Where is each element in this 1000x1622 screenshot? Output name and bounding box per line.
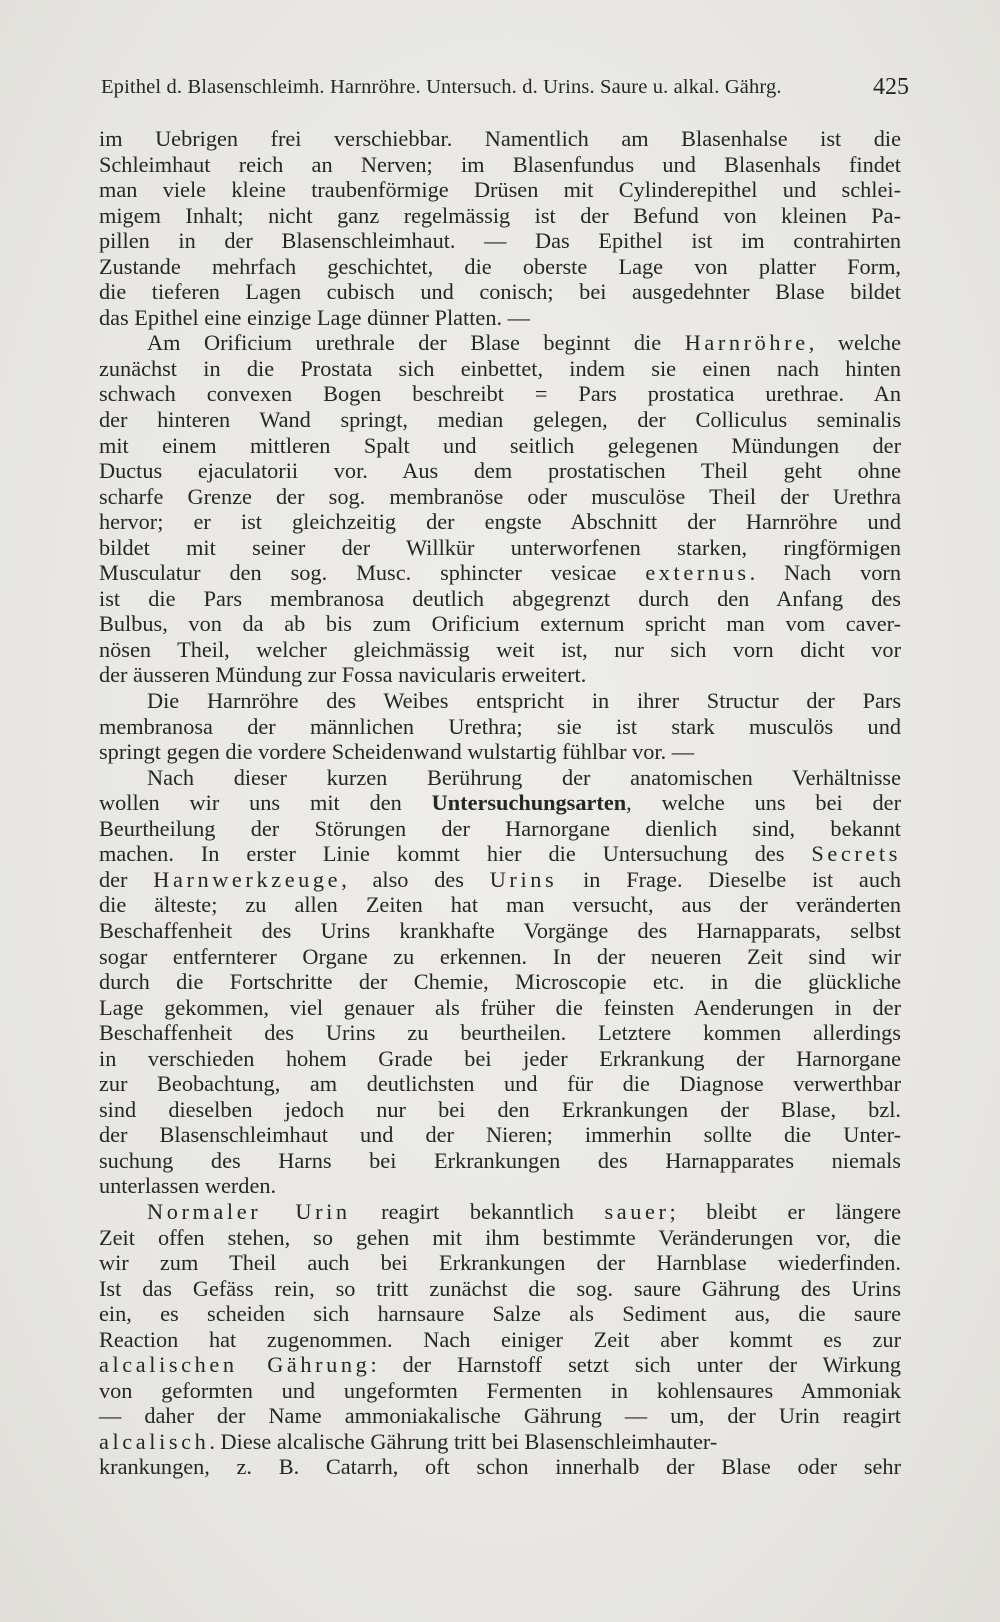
- text-line: [99, 1301, 901, 1327]
- text-segment: Nach dieser kurzen Berührung der anatomischen Verhältnisse: [147, 764, 901, 790]
- text-line: [99, 203, 901, 229]
- text-line: [99, 458, 901, 484]
- text-segment: die älteste; zu allen Zeiten hat man versucht, aus der veränderten: [99, 892, 901, 918]
- text-line: [99, 381, 901, 407]
- text-segment: nösen Theil, welcher gleichmässig weit ist, nur sich vorn dicht vor: [99, 636, 901, 662]
- text-line: [99, 228, 901, 254]
- text-segment: das Epithel eine einzige Lage dünner Platten. —: [99, 304, 530, 330]
- text-segment: , welche uns bei der: [626, 790, 901, 816]
- text-line: [99, 688, 901, 714]
- text-segment: von geformten und ungeformten Fermenten in kohlensaures Ammoniak: [99, 1377, 901, 1403]
- text-line: [99, 1250, 901, 1276]
- text-line: [99, 765, 901, 791]
- text-segment: Ist das Gefäss rein, so tritt zunächst die sog. saure Gährung des Urins: [99, 1275, 901, 1301]
- text-line: [99, 1276, 901, 1302]
- text-segment: die tieferen Lagen cubisch und conisch; bei ausgedehnter Blase bildet: [99, 279, 901, 305]
- text-line: [99, 279, 901, 305]
- text-segment: hervor; er ist gleichzeitig der engste Abschnitt der Harnröhre und: [99, 509, 901, 535]
- text-segment: membranosa der männlichen Urethra; sie ist stark musculös und: [99, 713, 901, 739]
- text-line: [99, 433, 901, 459]
- text-line: [99, 535, 901, 561]
- text-segment: zur Beobachtung, am deutlichsten und für die Diagnose verwerthbar: [99, 1071, 901, 1097]
- page-header: [101, 70, 909, 110]
- text-line: [99, 1122, 901, 1148]
- text-segment: wir zum Theil auch bei Erkrankungen der Harnblase wiederfinden.: [99, 1250, 901, 1276]
- text-segment: . Diese alcalische Gährung tritt bei Blasenschleimhauter-: [209, 1428, 718, 1454]
- text-line: [99, 586, 901, 612]
- text-line: [99, 407, 901, 433]
- text-line: [99, 816, 901, 842]
- text-line: [99, 1327, 901, 1353]
- text-segment: Zeit offen stehen, so gehen mit ihm bestimmte Veränderungen vor, die: [99, 1224, 901, 1250]
- text-segment: krankungen, z. B. Catarrh, oft schon innerhalb der Blase oder sehr: [99, 1454, 901, 1480]
- text-segment: , also des: [341, 866, 490, 892]
- text-line: [99, 944, 901, 970]
- bold-emphasis: Untersuchungsarten: [431, 790, 627, 816]
- spaced-emphasis: Harnröhre: [684, 330, 809, 356]
- spaced-emphasis: alcalischen Gährung: [99, 1352, 371, 1378]
- text-line: [99, 995, 901, 1021]
- text-segment: unterlassen werden.: [99, 1173, 277, 1199]
- text-line: [99, 662, 901, 688]
- text-line: [99, 330, 901, 356]
- text-segment: pillen in der Blasenschleimhaut. — Das Epithel ist im contrahirten: [99, 228, 901, 254]
- text-line: [99, 254, 901, 280]
- text-segment: Schleimhaut reich an Nerven; im Blasenfundus und Blasenhals findet: [99, 151, 901, 177]
- text-line: [99, 305, 901, 331]
- text-line: [99, 1020, 901, 1046]
- text-segment: sind dieselben jedoch nur bei den Erkrankungen der Blase, bzl.: [99, 1096, 901, 1122]
- text-segment: ist die Pars membranosa deutlich abgegrenzt durch den Anfang des: [99, 585, 901, 611]
- text-line: [99, 918, 901, 944]
- text-line: [99, 790, 901, 816]
- text-segment: Bulbus, von da ab bis zum Orificium externum spricht man vom caver-: [99, 611, 901, 637]
- text-segment: scharfe Grenze der sog. membranöse oder musculöse Theil der Urethra: [99, 483, 901, 509]
- text-segment: in Frage. Dieselbe ist auch: [557, 866, 902, 892]
- text-line: [99, 1403, 901, 1429]
- text-segment: — daher der Name ammoniakalische Gährung — um, der Urin reagirt: [99, 1403, 901, 1429]
- text-segment: springt gegen die vordere Scheidenwand wulstartig fühlbar vor. —: [99, 739, 695, 765]
- running-title: Epithel d. Blasenschleimh. Harnröhre. Untersuch. d. Urins. Saure u. alkal. Gährg.: [101, 76, 782, 98]
- spaced-emphasis: externus: [645, 560, 750, 586]
- text-segment: Lage gekommen, viel genauer als früher die feinsten Aenderungen in der: [99, 994, 901, 1020]
- text-segment: Die Harnröhre des Weibes entspricht in ihrer Structur der Pars: [147, 688, 901, 714]
- text-segment: der äusseren Mündung zur Fossa navicularis erweitert.: [99, 662, 587, 688]
- text-segment: Am Orificium urethrale der Blase beginnt die: [147, 330, 685, 356]
- text-line: [99, 1046, 901, 1072]
- text-segment: schwach convexen Bogen beschreibt = Pars prostatica urethrae. An: [99, 381, 901, 407]
- body-text: [99, 126, 901, 1480]
- text-line: [99, 739, 901, 765]
- text-segment: reagirt bekanntlich: [350, 1198, 605, 1224]
- text-segment: zunächst in die Prostata sich einbettet, indem sie einen nach hinten: [99, 355, 901, 381]
- text-line: [99, 1225, 901, 1251]
- text-line: [99, 177, 901, 203]
- text-segment: im Uebrigen frei verschiebbar. Namentlich am Blasenhalse ist die: [99, 126, 901, 151]
- spaced-emphasis: Urins: [489, 866, 558, 892]
- text-segment: in verschieden hohem Grade bei jeder Erkrankung der Harnorgane: [99, 1045, 901, 1071]
- text-segment: mit einem mittleren Spalt und seitlich gelegenen Mündungen der: [99, 432, 901, 458]
- text-segment: der hinteren Wand springt, median gelegen, der Colliculus seminalis: [99, 407, 901, 433]
- text-line: [99, 152, 901, 178]
- text-segment: der Blasenschleimhaut und der Nieren; immerhin sollte die Unter-: [99, 1122, 901, 1148]
- text-line: [99, 126, 901, 152]
- text-line: [99, 1378, 901, 1404]
- spaced-emphasis: sauer: [604, 1198, 670, 1224]
- text-line: [99, 637, 901, 663]
- text-segment: Beschaffenheit des Urins zu beurtheilen. Letztere kommen allerdings: [99, 1020, 901, 1046]
- text-line: [99, 841, 901, 867]
- text-line: [99, 509, 901, 535]
- page-number: 425: [873, 74, 909, 100]
- text-line: [99, 867, 901, 893]
- text-line: [99, 560, 901, 586]
- text-segment: man viele kleine traubenförmige Drüsen mit Cylinderepithel und schlei-: [99, 177, 901, 203]
- text-segment: suchung des Harns bei Erkrankungen des Harnapparates niemals: [99, 1147, 901, 1173]
- text-line: [99, 1173, 901, 1199]
- text-line: [99, 1454, 901, 1480]
- text-segment: machen. In erster Linie kommt hier die Untersuchung des: [99, 841, 812, 867]
- text-line: [99, 714, 901, 740]
- spaced-emphasis: Normaler Urin: [147, 1198, 351, 1224]
- text-segment: ; bleibt er längere: [669, 1198, 902, 1224]
- text-segment: Musculatur den sog. Musc. sphincter vesicae: [99, 560, 646, 586]
- text-segment: Ductus ejaculatorii vor. Aus dem prostatischen Theil geht ohne: [99, 458, 901, 484]
- text-segment: sogar entfernterer Organe zu erkennen. In der neueren Zeit sind wir: [99, 943, 901, 969]
- text-segment: Zustande mehrfach geschichtet, die oberste Lage von platter Form,: [99, 253, 901, 279]
- text-line: [99, 611, 901, 637]
- text-segment: Reaction hat zugenommen. Nach einiger Zeit aber kommt es zur: [99, 1326, 901, 1352]
- text-segment: ein, es scheiden sich harnsaure Salze als Sediment aus, die saure: [99, 1301, 901, 1327]
- text-line: [99, 892, 901, 918]
- text-segment: , welche: [808, 330, 901, 356]
- text-line: [99, 969, 901, 995]
- text-line: [99, 356, 901, 382]
- text-segment: wollen wir uns mit den: [99, 790, 432, 816]
- text-line: [99, 484, 901, 510]
- text-segment: Beurtheilung der Störungen der Harnorgane dienlich sind, bekannt: [99, 815, 901, 841]
- text-segment: bildet mit seiner der Willkür unterworfenen starken, ringförmigen: [99, 534, 901, 560]
- text-line: [99, 1429, 901, 1455]
- text-line: [99, 1071, 901, 1097]
- text-segment: der: [99, 866, 154, 892]
- text-line: [99, 1097, 901, 1123]
- text-segment: durch die Fortschritte der Chemie, Microscopie etc. in die glückliche: [99, 969, 901, 995]
- text-segment: migem Inhalt; nicht ganz regelmässig ist der Befund von kleinen Pa-: [99, 202, 901, 228]
- text-segment: . Nach vorn: [749, 560, 901, 586]
- text-line: [99, 1199, 901, 1225]
- spaced-emphasis: Secrets: [811, 841, 901, 867]
- text-line: [99, 1352, 901, 1378]
- text-segment: Beschaffenheit des Urins krankhafte Vorgänge des Harnapparats, selbst: [99, 917, 901, 943]
- spaced-emphasis: Harnwerkzeuge: [153, 866, 342, 892]
- spaced-emphasis: alcalisch: [99, 1428, 210, 1454]
- text-segment: : der Harnstoff setzt sich unter der Wirkung: [370, 1352, 901, 1378]
- text-line: [99, 1148, 901, 1174]
